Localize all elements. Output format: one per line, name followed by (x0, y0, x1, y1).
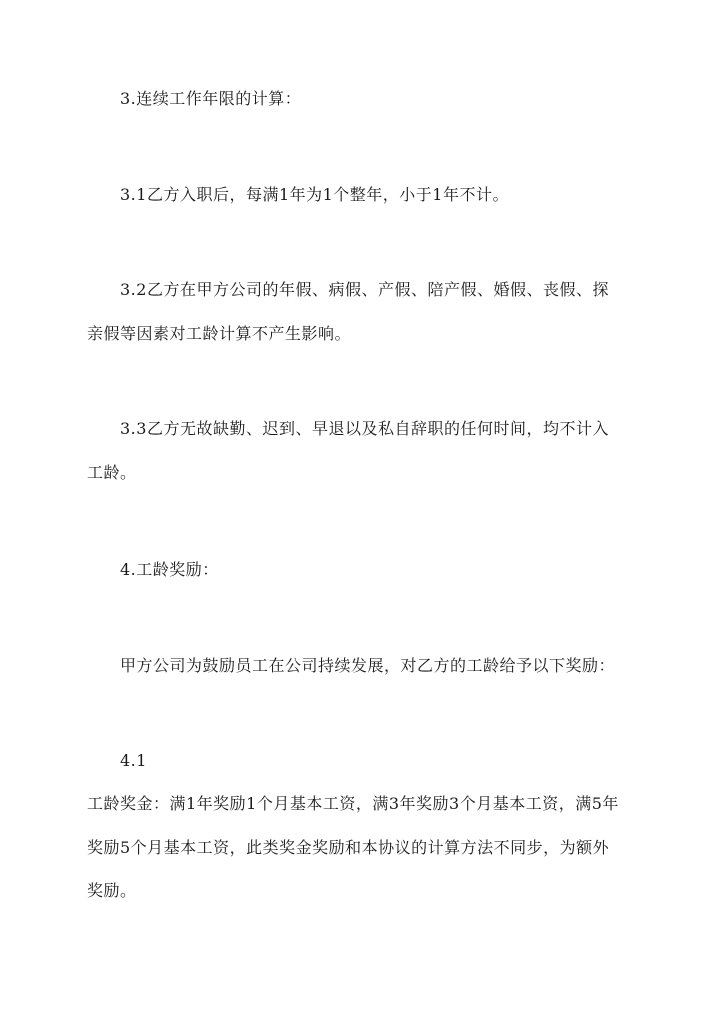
clause-3-1: 3.1乙方入职后，每满1年为1个整年，小于1年不计。 (120, 185, 509, 204)
clause-3-3-line-2: 工龄。 (87, 463, 137, 482)
clause-4-1-line-2: 奖励5个月基本工资，此类奖金奖励和本协议的计算方法不同步，为额外 (87, 838, 610, 857)
clause-3-3-line-1: 3.3乙方无故缺勤、迟到、早退以及私自辞职的任何时间，均不计入 (120, 419, 609, 438)
section-heading-4: 4.工龄奖励： (120, 560, 219, 579)
clause-4-1-number: 4.1 (120, 751, 147, 770)
clause-4-1-line-1: 工龄奖金：满1年奖励1个月基本工资，满3年奖励3个月基本工资，满5年 (87, 794, 619, 813)
clause-3-2-line-1: 3.2乙方在甲方公司的年假、病假、产假、陪产假、婚假、丧假、探 (120, 280, 609, 299)
clause-3-2-line-2: 亲假等因素对工龄计算不产生影响。 (87, 324, 352, 343)
section-4-intro: 甲方公司为鼓励员工在公司持续发展，对乙方的工龄给予以下奖励： (120, 656, 616, 675)
section-heading-3: 3.连续工作年限的计算： (120, 89, 302, 108)
clause-4-1-line-3: 奖励。 (87, 881, 137, 900)
